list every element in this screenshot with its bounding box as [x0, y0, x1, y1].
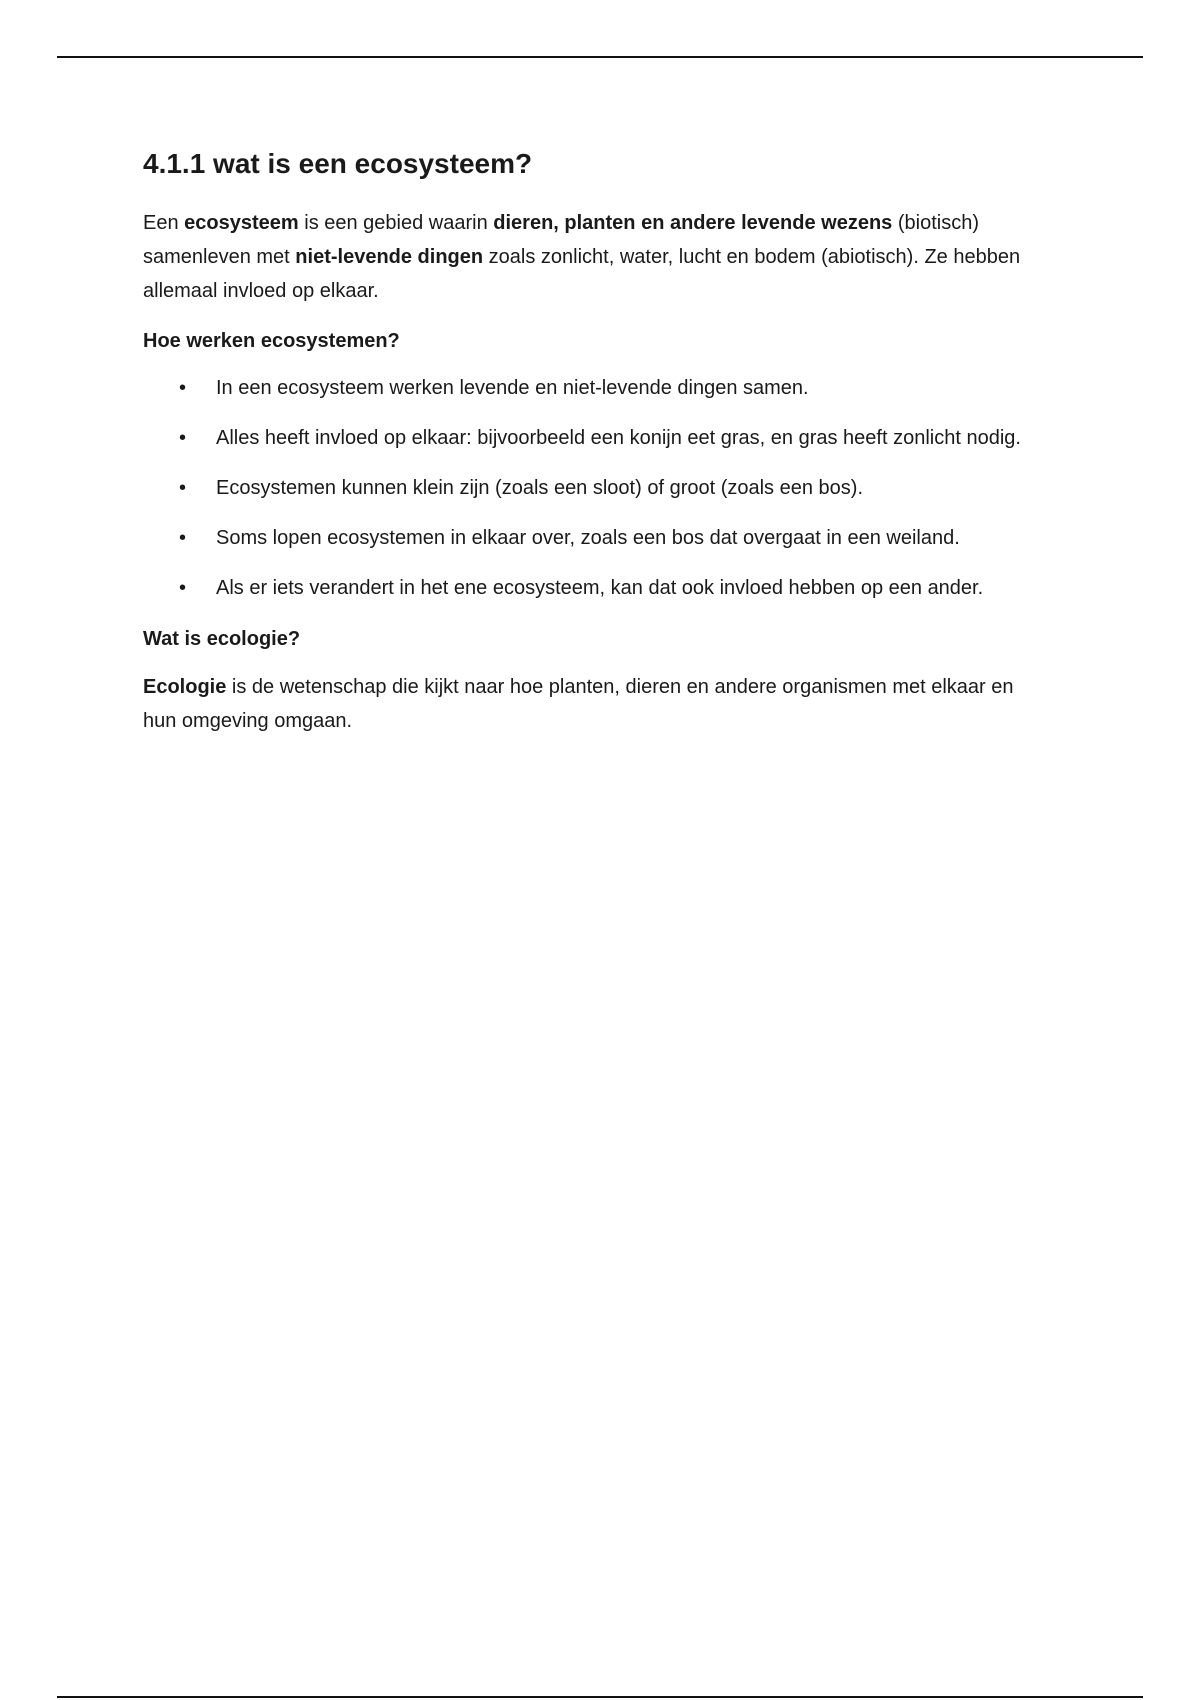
- intro-paragraph: [143, 206, 1043, 308]
- bullet-icon: •: [179, 427, 187, 449]
- bullet-icon: •: [179, 577, 187, 599]
- intro-text-4: zoals zonlicht, water, lucht en bodem (abiotisch). Ze hebben allemaal invloed op elkaar.: [143, 246, 1021, 302]
- term-ecosysteem: ecosysteem: [184, 212, 299, 234]
- list-item: • In een ecosysteem werken levende en niet-levende dingen samen.: [143, 372, 1043, 405]
- footer-rule: [57, 1696, 1143, 1698]
- list-item: • Als er iets verandert in het ene ecosysteem, kan dat ook invloed hebben op een ander.: [143, 572, 1043, 605]
- intro-text-2: is een gebied waarin: [298, 212, 494, 234]
- intro-text-1: Een: [143, 212, 185, 234]
- bullet-list: [143, 372, 1043, 605]
- ecologie-text: is de wetenschap die kijkt naar hoe planten, dieren en andere organismen met elkaar en hun omgeving omgaan.: [143, 676, 1014, 732]
- bullet-icon: •: [179, 377, 187, 399]
- list-item: • Soms lopen ecosystemen in elkaar over, zoals een bos dat overgaat in een weiland.: [143, 522, 1043, 555]
- subheading-hoe-werken: Hoe werken ecosystemen?: [143, 330, 400, 352]
- bullet-icon: •: [179, 477, 187, 499]
- list-item: • Alles heeft invloed op elkaar: bijvoorbeeld een konijn eet gras, en gras heeft zonlicht nodig.: [143, 422, 1043, 455]
- list-item: • Ecosystemen kunnen klein zijn (zoals een sloot) of groot (zoals een bos).: [143, 472, 1043, 505]
- section-heading: 4.1.1 wat is een ecosysteem?: [143, 148, 533, 179]
- bullet-icon: •: [179, 527, 187, 549]
- term-abiotisch: niet-levende dingen: [295, 246, 484, 268]
- ecologie-paragraph: [143, 670, 1043, 738]
- document-body: [143, 144, 1043, 738]
- term-ecologie: Ecologie: [143, 676, 227, 698]
- term-biotisch: dieren, planten en andere levende wezens: [493, 212, 893, 234]
- subheading-ecologie: Wat is ecologie?: [143, 628, 301, 650]
- header-rule: [57, 56, 1143, 58]
- intro-text-3: (biotisch) samenleven met: [143, 212, 979, 268]
